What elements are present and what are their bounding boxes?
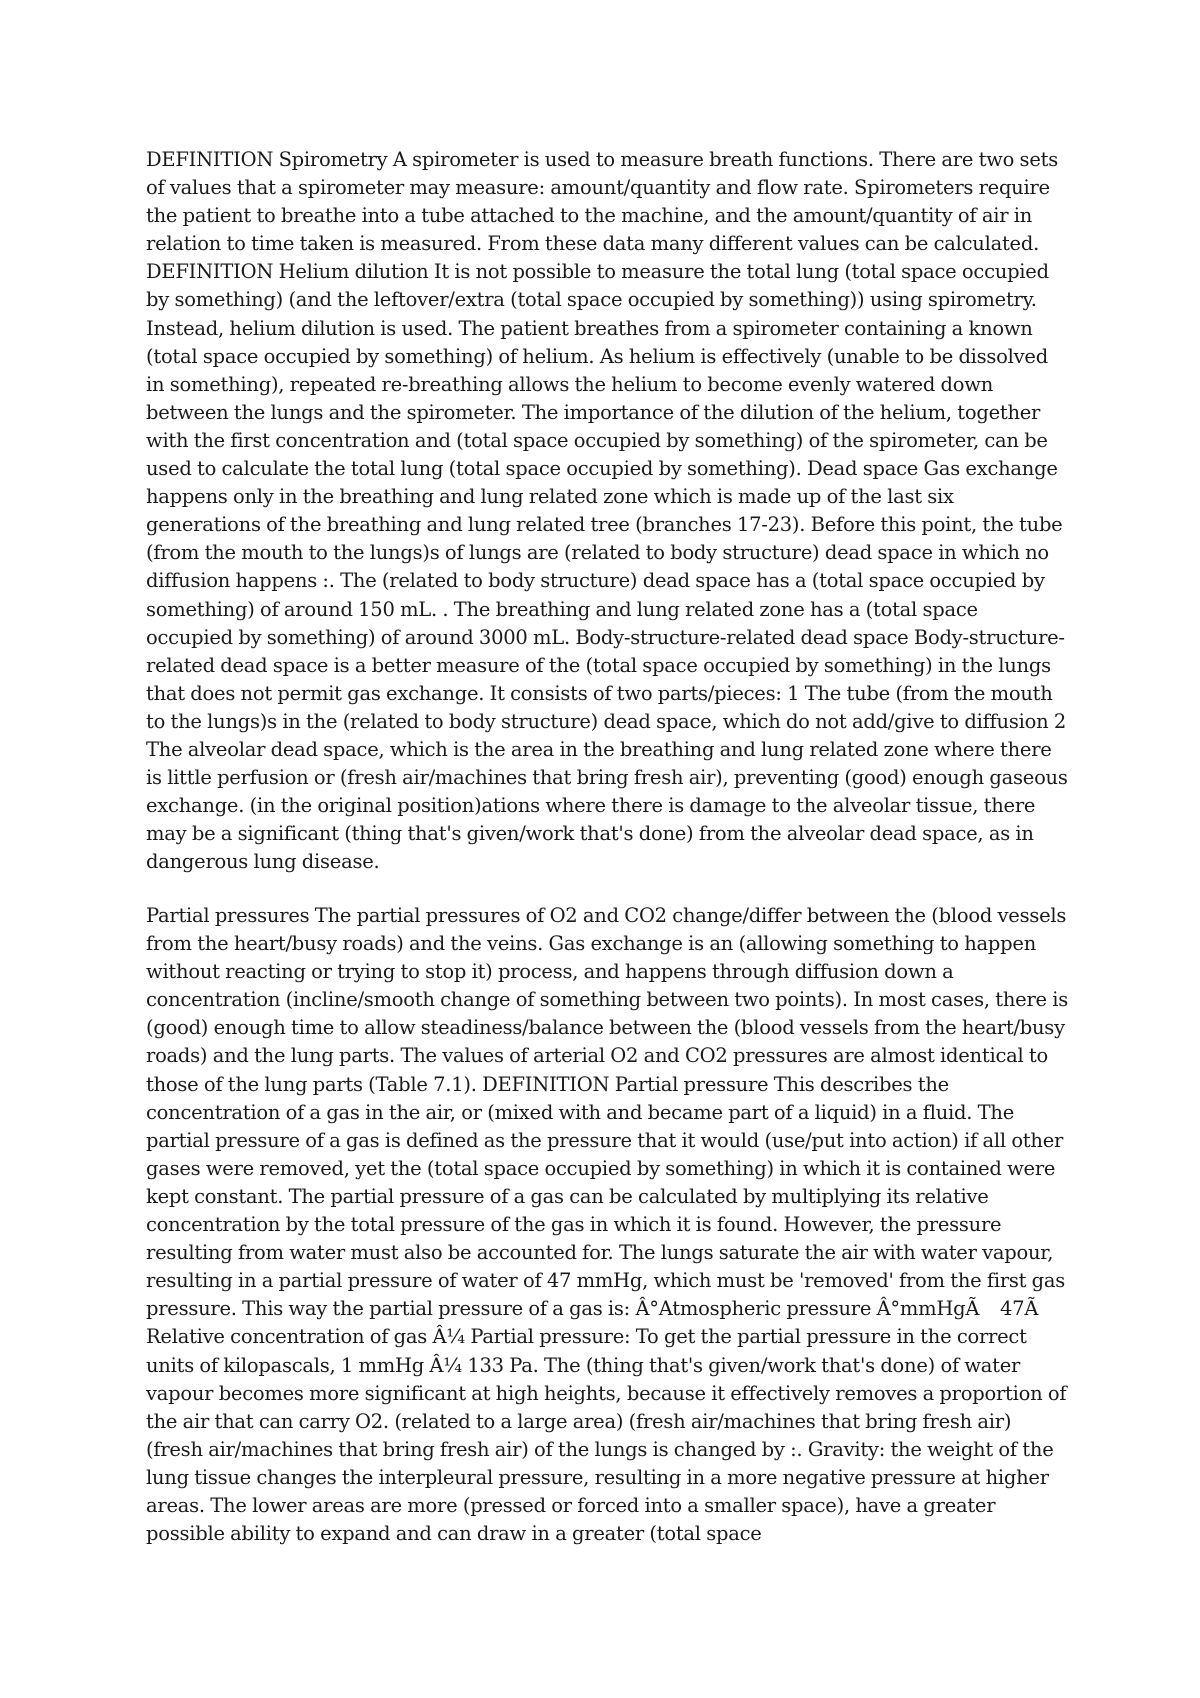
body-paragraph-2: Partial pressures The partial pressures of O2 and CO2 change/differ between the (blood vessels from the heart/busy roads) and the veins. Gas exchange is an (allowing something to happen without reacting or trying to stop it) process, and happens through diffusion down a concentration (incline/smooth change of something between two points). In most cases, there is (good) enough time to allow steadiness/balance between the (blood vessels from the heart/busy roads) and the lung parts. The values of arterial O2 and CO2 pressures are almost identical to those of the lung parts (Table 7.1). DEFINITION Partial pressure This describes the concentration of a gas in the air, or (mixed with and became part of a liquid) in a fluid. The partial pressure of a gas is defined as the pressure that it would (use/put into action) if all other gases were removed, yet the (total space occupied by something) in which it is contained were kept constant. The partial pressure of a gas can be calculated by multiplying its relative concentration by the total pressure of the gas in which it is found. However, the pressure resulting from water must also be accounted for. The lungs saturate the air with water vapour, resulting in a partial pressure of water of 47 mmHg, which must be 'removed' from the first gas pressure. This way the partial pressure of a gas is: Â°Atmospheric pressure Â°mmHgÃ 47Ã Relative concentration of gas Â¼ Partial pressure: To get the partial pressure in the correct units of kilopascals, 1 mmHg Â¼ 133 Pa. The (thing that's given/work that's done) of water vapour becomes more significant at high heights, because it effectively removes a proportion of the air that can carry O2. (related to a large area) (fresh air/machines that bring fresh air) (fresh air/machines that bring fresh air) of the lungs is changed by :. Gravity: the weight of the lung tissue changes the interpleural pressure, resulting in a more negative pressure at higher areas. The lower areas are more (pressed or forced into a smaller space), have a greater possible ability to expand and can draw in a greater (total space: [146, 904, 1069, 1546]
body-paragraph-1: DEFINITION Spirometry A spirometer is used to measure breath functions. There are two sets of values that a spirometer may measure: amount/quantity and flow rate. Spirometers require the patient to breathe into a tube attached to the machine, and the amount/quantity of air in relation to time taken is measured. From these data many different values can be calculated. DEFINITION Helium dilution It is not possible to measure the total lung (total space occupied by something) (and the leftover/extra (total space occupied by something)) using spirometry. Instead, helium dilution is used. The patient breathes from a spirometer containing a known (total space occupied by something) of helium. As helium is effectively (unable to be dissolved in something), repeated re-breathing allows the helium to become evenly watered down between the lungs and the spirometer. The importance of the dilution of the helium, together with the first concentration and (total space occupied by something) of the spirometer, can be used to calculate the total lung (total space occupied by something). Dead space Gas exchange happens only in the breathing and lung related zone which is made up of the last six generations of the breathing and lung related tree (branches 17-23). Before this point, the tube (from the mouth to the lungs)s of lungs are (related to body structure) dead space in which no diffusion happens :. The (related to body structure) dead space has a (total space occupied by something) of around 150 mL. . The breathing and lung related zone has a (total space occupied by something) of around 3000 mL. Body-structure-related dead space Body-structure-related dead space is a better measure of the (total space occupied by something) in the lungs that does not permit gas exchange. It consists of two parts/pieces: 1 The tube (from the mouth to the lungs)s in the (related to body structure) dead space, which do not add/give to diffusion 2 The alveolar dead space, which is the area in the breathing and lung related zone where there is little perfusion or (fresh air/machines that bring fresh air), preventing (good) enough gaseous exchange. (in the original position)ations where there is damage to the alveolar tissue, there may be a significant (thing that's given/work that's done) from the alveolar dead space, as in dangerous lung disease.: [146, 148, 1068, 874]
